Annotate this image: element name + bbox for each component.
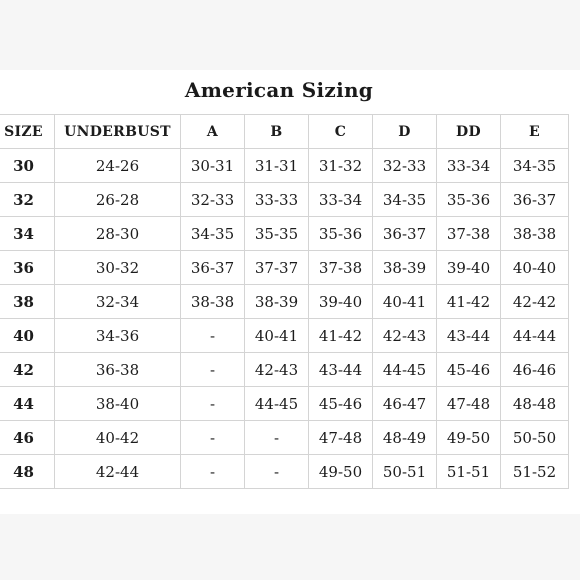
cell-size: 30 xyxy=(0,149,55,183)
cell-b: 37-37 xyxy=(245,251,309,285)
cell-dd: 35-36 xyxy=(437,183,501,217)
table-row xyxy=(0,251,569,285)
cell-e: 34-35 xyxy=(501,149,569,183)
cell-underbust: 28-30 xyxy=(55,217,181,251)
cell-d: 46-47 xyxy=(373,387,437,421)
cell-underbust: 36-38 xyxy=(55,353,181,387)
cell-dd: 37-38 xyxy=(437,217,501,251)
table-row xyxy=(0,421,569,455)
cell-b: 33-33 xyxy=(245,183,309,217)
cell-size: 34 xyxy=(0,217,55,251)
table-row xyxy=(0,319,569,353)
table-row xyxy=(0,217,569,251)
cell-dd: 41-42 xyxy=(437,285,501,319)
column-header-underbust: UNDERBUST xyxy=(55,115,181,149)
cell-b: 38-39 xyxy=(245,285,309,319)
cell-dd: 51-51 xyxy=(437,455,501,489)
header-row xyxy=(0,115,569,149)
cell-c: 41-42 xyxy=(309,319,373,353)
table-row xyxy=(0,149,569,183)
cell-a: - xyxy=(181,455,245,489)
cell-size: 48 xyxy=(0,455,55,489)
cell-e: 46-46 xyxy=(501,353,569,387)
cell-c: 49-50 xyxy=(309,455,373,489)
cell-size: 36 xyxy=(0,251,55,285)
cell-e: 44-44 xyxy=(501,319,569,353)
table-row xyxy=(0,353,569,387)
cell-size: 32 xyxy=(0,183,55,217)
page-title: American Sizing xyxy=(184,78,374,102)
cell-e: 48-48 xyxy=(501,387,569,421)
cell-a: 38-38 xyxy=(181,285,245,319)
cell-d: 32-33 xyxy=(373,149,437,183)
cell-b: 40-41 xyxy=(245,319,309,353)
cell-dd: 45-46 xyxy=(437,353,501,387)
cell-e: 40-40 xyxy=(501,251,569,285)
cell-dd: 49-50 xyxy=(437,421,501,455)
cell-b: 44-45 xyxy=(245,387,309,421)
cell-c: 31-32 xyxy=(309,149,373,183)
cell-size: 46 xyxy=(0,421,55,455)
cell-underbust: 42-44 xyxy=(55,455,181,489)
cell-b: - xyxy=(245,421,309,455)
cell-underbust: 40-42 xyxy=(55,421,181,455)
sizing-table xyxy=(0,114,569,489)
cell-d: 38-39 xyxy=(373,251,437,285)
cell-size: 38 xyxy=(0,285,55,319)
cell-d: 34-35 xyxy=(373,183,437,217)
cell-e: 42-42 xyxy=(501,285,569,319)
cell-c: 43-44 xyxy=(309,353,373,387)
cell-d: 50-51 xyxy=(373,455,437,489)
cell-a: 36-37 xyxy=(181,251,245,285)
cell-e: 51-52 xyxy=(501,455,569,489)
table-row xyxy=(0,285,569,319)
table-body xyxy=(0,149,569,489)
cell-size: 42 xyxy=(0,353,55,387)
cell-a: - xyxy=(181,353,245,387)
cell-underbust: 32-34 xyxy=(55,285,181,319)
cell-b: 42-43 xyxy=(245,353,309,387)
table-row xyxy=(0,455,569,489)
cell-c: 45-46 xyxy=(309,387,373,421)
cell-dd: 43-44 xyxy=(437,319,501,353)
cell-b: 31-31 xyxy=(245,149,309,183)
cell-underbust: 24-26 xyxy=(55,149,181,183)
cell-c: 33-34 xyxy=(309,183,373,217)
cell-dd: 39-40 xyxy=(437,251,501,285)
cell-c: 35-36 xyxy=(309,217,373,251)
cell-b: 35-35 xyxy=(245,217,309,251)
column-header-a: A xyxy=(181,115,245,149)
cell-d: 44-45 xyxy=(373,353,437,387)
cell-e: 38-38 xyxy=(501,217,569,251)
cell-underbust: 34-36 xyxy=(55,319,181,353)
cell-b: - xyxy=(245,455,309,489)
column-header-size: SIZE xyxy=(0,115,55,149)
cell-dd: 33-34 xyxy=(437,149,501,183)
cell-underbust: 26-28 xyxy=(55,183,181,217)
cell-d: 40-41 xyxy=(373,285,437,319)
cell-dd: 47-48 xyxy=(437,387,501,421)
cell-a: 32-33 xyxy=(181,183,245,217)
cell-size: 40 xyxy=(0,319,55,353)
cell-e: 50-50 xyxy=(501,421,569,455)
cell-d: 36-37 xyxy=(373,217,437,251)
cell-d: 48-49 xyxy=(373,421,437,455)
cell-c: 47-48 xyxy=(309,421,373,455)
cell-c: 37-38 xyxy=(309,251,373,285)
cell-size: 44 xyxy=(0,387,55,421)
column-header-d: D xyxy=(373,115,437,149)
table-row xyxy=(0,387,569,421)
table-row xyxy=(0,183,569,217)
column-header-c: C xyxy=(309,115,373,149)
column-header-b: B xyxy=(245,115,309,149)
cell-a: 34-35 xyxy=(181,217,245,251)
cell-a: 30-31 xyxy=(181,149,245,183)
cell-a: - xyxy=(181,319,245,353)
cell-a: - xyxy=(181,387,245,421)
cell-e: 36-37 xyxy=(501,183,569,217)
cell-d: 42-43 xyxy=(373,319,437,353)
column-header-dd: DD xyxy=(437,115,501,149)
cell-underbust: 38-40 xyxy=(55,387,181,421)
cell-a: - xyxy=(181,421,245,455)
cell-c: 39-40 xyxy=(309,285,373,319)
column-header-e: E xyxy=(501,115,569,149)
cell-underbust: 30-32 xyxy=(55,251,181,285)
